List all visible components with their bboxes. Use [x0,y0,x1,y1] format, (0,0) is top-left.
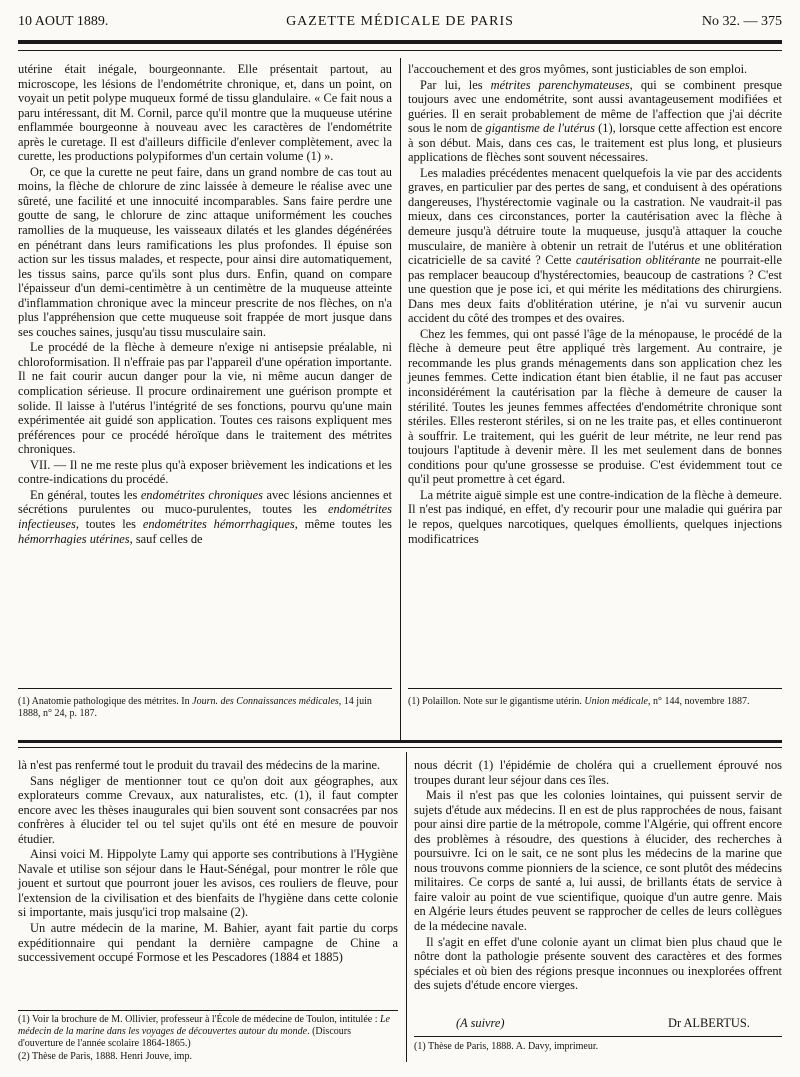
paragraph: Ainsi voici M. Hippolyte Lamy qui apporte ses contributions à l'Hygiène Navale et utilise son séjour dans le Haut-Sénégal, pour montrer le rôle que jouent et surtout que pourront jouer les avisos, ces rouliers de fleuve, pour l'extension de la civilisation et des bienfaits de l'hygiène dans cette colonie si importante, mais jusqu'ici trop malsaine (2). [18,847,398,920]
paragraph: Par lui, les métrites parenchymateuses, qui se combinent presque toujours avec une endométrite, sont aussi avantageusement modifiées et guéries. Il en serait probablement de même de l'affection que j'ai décrite sous le nom de gigantisme de l'utérus (1), lorsque cette affection est encore à son début. Mais, dans ces cas, le traitement est plus long, et plusieurs applications de flèches sont souvent nécessaires. [408,77,783,165]
paragraph: Les maladies précédentes menacent quelquefois la vie par des accidents graves, en particulier par des pertes de sang, et conduisent à des opérations dangereuses, l'hystérectomie vaginale ou la castration. Ne vaudrait-il pas mieux, dans ces circonstances, porter la cautérisation avec la flèche à demeure jusqu'à détruire toute la muqueuse, jusqu'à attaquer la couche musculaire, de manière à obtenir un retrait de l'utérus et une oblitération cicatricielle de sa cavité ? Cette cautérisation oblitérante ne pourrait-elle pas remplacer beaucoup d'hystérectomies, beaucoup de castrations ? C'est une question que je pose ici, et qui mérite les méditations des chirurgiens. Dans mes deux faits d'oblitération utérine, je n'ai vu survenir aucun accident du côté des trompes et des ovaires. [408,165,783,326]
section-heading-vii: VII. — Il ne me reste plus qu'à exposer brièvement les indications et les contre-indications du procédé. [18,457,392,487]
paragraph: Il s'agit en effet d'une colonie ayant un climat bien plus chaud que le nôtre dont la pathologie présente souvent des caractères et des formes spéciales et où bien des régions presque inconnues ou inexplorées offrent des sujets d'étude encore vierges. [414,934,782,993]
paragraph: nous décrit (1) l'épidémie de choléra qui a cruellement éprouvé nos troupes durant leur séjour dans ces îles. [414,758,782,787]
footnote-rule-bottom-left [18,1010,398,1011]
column-divider-bottom [406,752,407,1062]
paragraph: Sans négliger de mentionner tout ce qu'on doit aux géographes, aux explorateurs comme Crevaux, aux naturalistes, etc. (1), il faut compter encore avec les thèses inaugurales qui bien souvent sont consacrées par nos confrères à élucider tel ou tel sujet qu'ils ont été en mesure de pouvoir étudier. [18,773,398,846]
feuilleton-rule-thin [18,747,782,748]
author-signature: Dr ALBERTUS. [668,1016,750,1030]
top-left-column [18,62,392,547]
paragraph: Chez les femmes, qui ont passé l'âge de la ménopause, le procédé de la flèche à demeure peut être appliqué très largement. Au contraire, je recommande les plus grands ménagements dans son application chez les jeunes femmes. Cette indication étant bien établie, il ne faut pas accuser inconsidérément la cautérisation par la flèche à demeure de causer la stérilité. Toutes les jeunes femmes affectées d'endométrite chronique sont stériles. Elles resteront stériles, si on ne les traite pas, et elles continueront à souffrir. Le traitement, qui les guérit de leur métrite, ne leur rend pas toujours l'aptitude à devenir mère. Il les met seulement dans de bonnes conditions pour qu'une grossesse se produise. C'est évidemment tout ce qu'il peut promettre à cet égard. [408,326,782,487]
journal-title: GAZETTE MÉDICALE DE PARIS [286,14,514,29]
footnote-bottom-right: (1) Thèse de Paris, 1888. A. Davy, imprimeur. [414,1041,599,1052]
bottom-right-column [414,758,782,994]
issue-date: 10 AOUT 1889. [18,14,109,29]
header-rule [18,40,782,44]
paragraph: En général, toutes les endométrites chroniques avec lésions anciennes et sécrétions purulentes ou muco-purulentes, toutes les endométrites infectieuses, toutes les endométrites hémorrhagiques, même toutes les hémorrhagies utérines, sauf celles de [18,487,392,546]
header-rule-thin [18,50,782,51]
paragraph: Le procédé de la flèche à demeure n'exige ni antisepsie préalable, ni chloroformisation. Il n'effraie pas par l'appareil d'une opération importante. Il ne fait courir aucun danger pour la vie, ni même aucun danger de complication sérieuse. Il procure ordinairement une guérison prompte et solide. Il laisse à l'utérus l'intégrité de ses fonctions, pourvu qu'une main expérimentée ait guidé son application. Toutes ces raisons expliquent mes préférences pour ce procédé héroïque dans le traitement des métrites chroniques. [18,340,392,457]
footnote-rule-left [18,688,392,689]
column-divider-top [400,58,401,740]
top-right-column [408,62,782,547]
footnote-rule-right [408,688,782,689]
paragraph: utérine était inégale, bourgeonnante. Elle présentait partout, au microscope, les lésions de l'endométrite chronique, et, dans un point, on voyait un petit polype muqueux formé de tissu glandulaire. « Ce fait nous a paru intéressant, dit M. Cornil, parce qu'il montre que la muqueuse utérine enflammée bourgeonne à nouveau avec les caractères de l'endométrite après le curetage. Il est d'ailleurs difficile d'enlever complètement, avec la curette, les productions polypiformes d'un certain volume (1) ». [18,62,392,164]
footnote-top-right: (1) Polaillon. Note sur le gigantisme utérin. Union médicale, n° 144, novembre 1887. [408,696,750,707]
issue-number-page: No 32. — 375 [701,14,782,29]
footnote-rule-bottom-right [414,1036,782,1037]
footnote-top-left: (1) Anatomie pathologique des métrites. In Journ. des Connaissances médicales, 14 juin 1888, n° 24, p. 187. [18,696,372,719]
page-header [18,14,782,36]
paragraph: Or, ce que la curette ne peut faire, dans un grand nombre de cas tout au moins, la flèche de chlorure de zinc laissée à demeure le réalise avec une sûreté, une facilité et une innocuité incomparables. Sans faire perdre une goutte de sang, le chlorure de zinc attaque uniformément les couches ramollies de la muqueuse, les vaisseaux dilatés et les glandes dégénérées en pénétrant dans leurs ramifications les plus profondes. Il épuise son action sur les tissus malades, et respecte, pour ainsi dire automatiquement, les tissus sains, parce qu'ils sont plus durs. Enfin, quand on compare l'épaisseur d'un demi-centimètre à un centimètre de la muqueuse atteinte d'inflammation chronique avec la minceur prescrite de nos flèches, on n'a plus l'appréhension que cette muqueuse soit frappée de mort jusque dans ses couches saines, jusqu'au tissu musculaire sain. [18,164,392,339]
feuilleton-rule [18,740,782,743]
paragraph: là n'est pas renfermé tout le produit du travail des médecins de la marine. [18,758,381,772]
to-be-continued: (A suivre) [456,1016,505,1030]
footnote-bottom-left: (1) Voir la brochure de M. Ollivier, professeur à l'École de médecine de Toulon, intitulée : Le médecin de la marine dans les voyages de découvertes autour du monde. (Discours d'ouverture de l'année scolaire 1864-1865.) (2) Thèse de Paris, 1888. Henri Jouve, imp. [18,1014,390,1062]
paragraph: La métrite aiguë simple est une contre-indication de la flèche à demeure. Il n'est pas indiqué, en effet, d'y recourir pour une maladie qui guérira par le repos, quelques narcotiques, quelques émollients, quelques injections modificatrices [408,487,782,546]
paragraph: Un autre médecin de la marine, M. Bahier, ayant fait partie du corps expéditionnaire qui pendant la dernière campagne de Chine a successivement occupé Formose et les Pescadores (1884 et 1885) [18,921,398,965]
bottom-left-column [18,758,398,966]
paragraph: Mais il n'est pas que les colonies lointaines, qui puissent servir de sujets d'étude aux médecins. Il en est de plus rapprochées de nous, faisant pour ainsi dire partie de la métropole, comme l'Algérie, qui offrent encore des problèmes à résoudre, des questions à élucider, des recherches à poursuivre. Ici on le sait, ce ne sont plus les médecins de la marine que nous trouvons comme pionniers de la science, ce sont plutôt des médecins militaires. Ce corps de santé a, lui aussi, de brillants états de service à faire valoir au point de vue scientifique, quoique d'un autre genre. Mais en Algérie leurs études peuvent se rapprocher de celles de leurs collègues de la médecine navale. [414,788,782,934]
paragraph: l'accouchement et des gros myômes, sont justiciables de son emploi. [408,62,748,76]
